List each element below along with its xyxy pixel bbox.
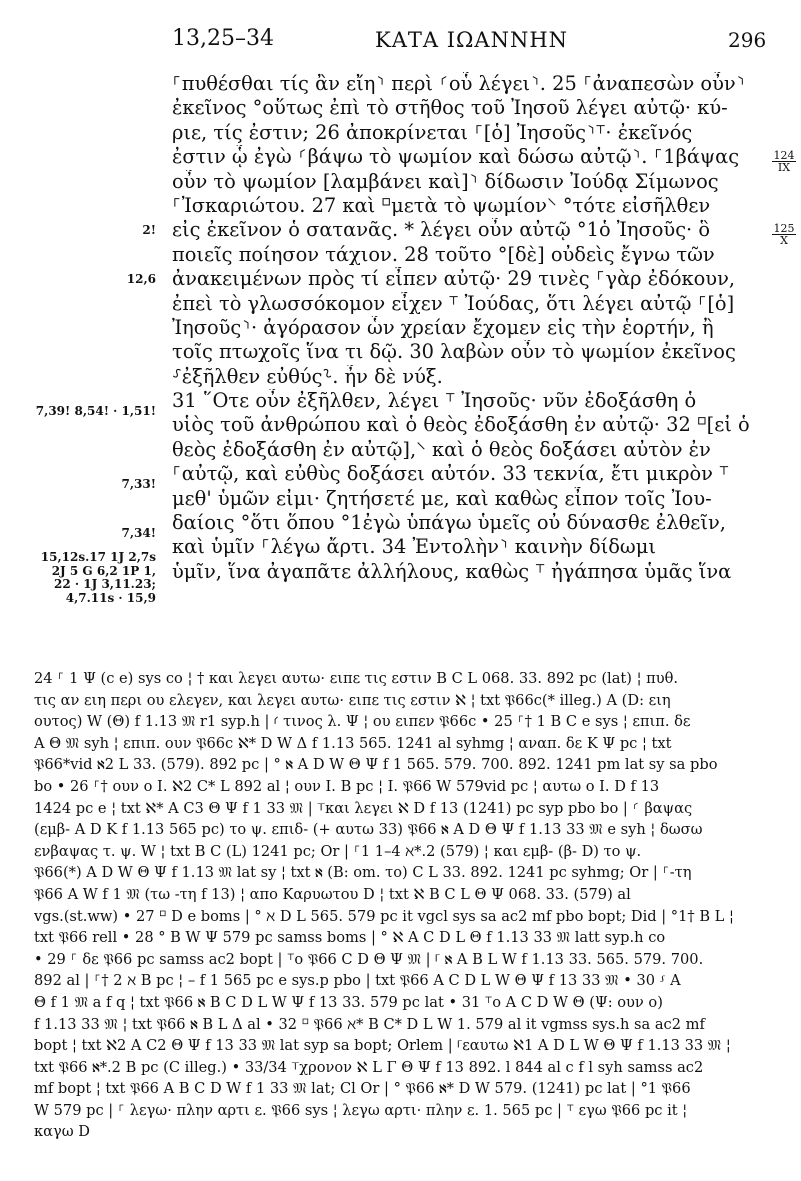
text-line: ἐστιν ᾧ ἐγὼ ⸂βάψω τὸ ψωμίον καὶ δώσω αὐτῷ⸃. ⸀1βάψας xyxy=(172,145,740,169)
apparatus-line: txt 𝔓66 ℵ*.2 B pc (C illeg.) • 33/34 ⸆χρονον ℵ L Γ Θ Ψ f 13 892. l 844 al c f l syh samss ac2 xyxy=(34,1058,704,1076)
apparatus-line: A Θ 𝔐 syh ¦ επιπ. ουν 𝔓66c ℵ* D W Δ f 1.13 565. 1241 al syhmg ¦ αναπ. δε K Ψ pc ¦ txt xyxy=(34,734,672,752)
cross-reference: 7,33! xyxy=(121,477,156,492)
apparatus-line: 𝔓66 A W f 1 𝔐 (τω -τη f 13) ¦ απο Καρυωτου D ¦ txt ℵ B C L Θ Ψ 068. 33. (579) al xyxy=(34,885,631,903)
apparatus-line: ενβαψας τ. ψ. W ¦ txt B C (L) 1241 pc; Or | ⸀1 1–4 ℵ*.2 (579) ¦ και εμβ- (β- D) το ψ. xyxy=(34,842,642,860)
apparatus-line: vgs.(st.ww) • 27 ⸋ D e boms | ° ℵ D L 565. 579 pc it vgcl sys sa ac2 mf pbo bopt; Did | °1† B L ¦ xyxy=(34,907,734,925)
apparatus-line: W 579 pc | ⸀ λεγω· πλην αρτι ε. 𝔓66 sys ¦ λεγω αρτι· πλην ε. 1. 565 pc | ⸆ εγω 𝔓66 pc it ¦ xyxy=(34,1101,688,1119)
text-line: ἀνακειμένων πρὸς τί εἶπεν αὐτῷ· 29 τινὲς ⸀γὰρ ἐδόκουν, xyxy=(172,267,736,291)
apparatus-line: • 29 ⸀ δε 𝔓66 pc samss ac2 bopt | ⸆ο 𝔓66 C D Θ Ψ 𝔐 | ⸀ ℵ A B L W f 1.13 33. 565. 579. 700. xyxy=(34,950,704,968)
apparatus-line: txt 𝔓66 rell • 28 ° B W Ψ 579 pc samss boms | ° ℵ A C D L Θ f 1.13 33 𝔐 latt syp.h co xyxy=(34,929,666,947)
text-line: ⸀αὐτῷ, καὶ εὐθὺς δοξάσει αὐτόν. 33 τεκνία, ἔτι μικρὸν ⸆ xyxy=(172,462,729,486)
chapter-verse-range: 13,25–34 xyxy=(172,26,274,51)
apparatus-line: 24 ⸀ 1 Ψ (c e) sys co ¦ † και λεγει αυτω· ειπε τις εστιν B C L 068. 33. 892 pc (lat) ¦ πυθ. xyxy=(34,670,679,687)
text-line: υἱὸς τοῦ ἀνθρώπου καὶ ὁ θεὸς ἐδοξάσθη ἐν αὐτῷ· 32 ⸋[εἰ ὁ xyxy=(172,413,750,437)
book-title: ΚΑΤΑ ΙΩΑΝΝΗΝ xyxy=(375,28,569,52)
cross-reference: 2! xyxy=(142,223,156,238)
cross-reference: 12,6 xyxy=(126,272,156,287)
text-line: ἐκεῖνος °οὕτως ἐπὶ τὸ στῆθος τοῦ Ἰησοῦ λέγει αὐτῷ· κύ- xyxy=(172,96,728,120)
canon-number: X xyxy=(780,234,788,248)
text-line: ποιεῖς ποίησον τάχιον. 28 τοῦτο °[δὲ] οὐδεὶς ἔγνω τῶν xyxy=(172,242,715,266)
cross-reference: 2J 5 G 6,2 1P 1, xyxy=(51,563,156,578)
apparatus-line: bopt ¦ txt ℵ2 A C2 Θ Ψ f 13 33 𝔐 lat syp sa bopt; Orlem | ⸀εαυτω ℵ1 A D L W Θ Ψ f 1.13 33 𝔐 ¦ xyxy=(34,1037,731,1055)
page-header xyxy=(0,22,801,58)
text-line: τοῖς πτωχοῖς ἵνα τι δῷ. 30 λαβὼν οὖν τὸ ψωμίον ἐκεῖνος xyxy=(172,340,736,364)
greek-main-text xyxy=(172,72,762,584)
apparatus-line: τις αν ειη περι ου ελεγεν, και λεγει αυτω· ειπε τις εστιν ℵ ¦ txt 𝔓66c(* illeg.) A (D: ειη xyxy=(34,691,671,709)
apparatus-line: (εμβ- A D K f 1.13 565 pc) το ψ. επιδ- (+ αυτω 33) 𝔓66 ℵ A D Θ Ψ f 1.13 33 𝔐 e syh ¦ δωσω xyxy=(34,821,703,839)
apparatus-line: f 1.13 33 𝔐 ¦ txt 𝔓66 ℵ B L Δ al • 32 ⸋ 𝔓66 ℵ* B C* D L W 1. 579 al it vgmss sys.h sa ac2 mf xyxy=(34,1015,705,1033)
apparatus-line: Θ f 1 𝔐 a f q ¦ txt 𝔓66 ℵ B C D L W Ψ f 13 33. 579 pc lat • 31 ⸆ο A C D W Θ (Ψ: ουν ο) xyxy=(34,993,663,1011)
section-number: 124 xyxy=(773,149,795,163)
cross-reference: 15,12s.17 1J 2,7s xyxy=(40,550,156,565)
text-line: ριε, τίς ἐστιν; 26 ἀποκρίνεται ⸀[ὁ] Ἰησοῦς⸃⸆· ἐκεῖνός xyxy=(172,120,693,144)
text-line: δαίοις °ὅτι ὅπου °1ἐγὼ ὑπάγω ὑμεῖς οὐ δύνασθε ἐλθεῖν, xyxy=(172,511,726,535)
page-number: 296 xyxy=(728,28,767,52)
text-line: Ἰησοῦς⸃· ἀγόρασον ὧν χρείαν ἔχομεν εἰς τὴν ἑορτήν, ἢ xyxy=(172,315,714,339)
apparatus-line: 𝔓66(*) A D W Θ Ψ f 1.13 𝔐 lat sy ¦ txt ℵ (B: om. το) C L 33. 892. 1241 pc syhmg; Or | ⸀-τη xyxy=(34,864,692,882)
text-line: θεὸς ἐδοξάσθη ἐν αὐτῷ],⸌ καὶ ὁ θεὸς δοξάσει αὐτὸν ἐν xyxy=(172,437,711,461)
apparatus-line: 𝔓66*vid ℵ2 L 33. (579). 892 pc | ° ℵ A D W Θ Ψ f 1 565. 579. 700. 892. 1241 pm lat sy sa pbo xyxy=(34,756,718,774)
cross-reference: 7,34! xyxy=(121,525,156,540)
cross-reference: 4,7.11s · 15,9 xyxy=(65,590,156,605)
canon-number: IX xyxy=(777,161,791,175)
text-line: ⸉ἐξῆλθεν εὐθύς⸊. ἦν δὲ νύξ. xyxy=(172,364,443,388)
cross-reference: 7,39! 8,54! · 1,51! xyxy=(35,403,156,418)
cross-reference: 22 · 1J 3,11.23; xyxy=(54,577,156,592)
text-line: ⸀Ἰσκαριώτου. 27 καὶ ⸋μετὰ τὸ ψωμίον⸌ °τότε εἰσῆλθεν xyxy=(172,193,711,217)
text-line: καὶ ὑμῖν ⸀λέγω ἄρτι. 34 Ἐντολὴν⸃ καινὴν δίδωμι xyxy=(172,535,656,559)
text-line: ὑμῖν, ἵνα ἀγαπᾶτε ἀλλήλους, καθὼς ⸆ ἠγάπησα ὑμᾶς ἵνα xyxy=(172,559,732,583)
text-line: μεθ' ὑμῶν εἰμι· ζητήσετέ με, καὶ καθὼς εἶπον τοῖς Ἰου- xyxy=(172,486,712,510)
section-number: 125 xyxy=(773,222,795,236)
apparatus-line: bo • 26 ⸀† ουν ο I. ℵ2 C* L 892 al ¦ ουν I. B pc ¦ I. 𝔓66 W 579vid pc ¦ αυτω ο I. D f 13 xyxy=(34,777,660,795)
text-line: 31 ῞Οτε οὖν ἐξῆλθεν, λέγει ⸆ Ἰησοῦς· νῦν ἐδοξάσθη ὁ xyxy=(172,389,697,413)
apparatus-line: 892 al | ⸀† 2 ℵ B pc ¦ – f 1 565 pc e sys.p pbo | txt 𝔓66 A C D L W Θ Ψ f 13 33 𝔐 • 30 ⸉ A xyxy=(34,972,681,990)
apparatus-line: mf bopt ¦ txt 𝔓66 A B C D W f 1 33 𝔐 lat; Cl Or | ° 𝔓66 ℵ* D W 579. (1241) pc lat | °1 𝔓66 xyxy=(34,1080,691,1098)
text-line: ἐπεὶ τὸ γλωσσόκομον εἶχεν ⸆ Ἰούδας, ὅτι λέγει αὐτῷ ⸀[ὁ] xyxy=(172,291,735,315)
text-line: οὖν τὸ ψωμίον [λαμβάνει καὶ]⸃ δίδωσιν Ἰούδᾳ Σίμωνος xyxy=(172,169,719,193)
apparatus-line: ουτος) W (Θ) f 1.13 𝔐 r1 syp.h | ⸂ τινος λ. Ψ ¦ ου ειπεν 𝔓66c • 25 ⸀† 1 B C e sys ¦ επιπ. δε xyxy=(34,713,691,731)
eusebian-section-number xyxy=(772,223,796,246)
text-line: ⸀πυθέσθαι τίς ἂν εἴη⸃ περὶ ⸂οὗ λέγει⸃. 25 ⸀ἀναπεσὼν οὖν⸃ xyxy=(172,72,746,95)
apparatus-line: 1424 pc e ¦ txt ℵ* A C3 Θ Ψ f 1 33 𝔐 | ⸆και λεγει ℵ D f 13 (1241) pc syp pbo bo | ⸂ βαψας xyxy=(34,799,693,817)
text-line: εἰς ἐκεῖνον ὁ σατανᾶς. * λέγει οὖν αὐτῷ °1ὁ Ἰησοῦς· ὃ xyxy=(172,218,711,242)
eusebian-section-number xyxy=(772,150,796,173)
critical-apparatus xyxy=(34,668,774,1143)
apparatus-line: καγω D xyxy=(34,1123,90,1141)
